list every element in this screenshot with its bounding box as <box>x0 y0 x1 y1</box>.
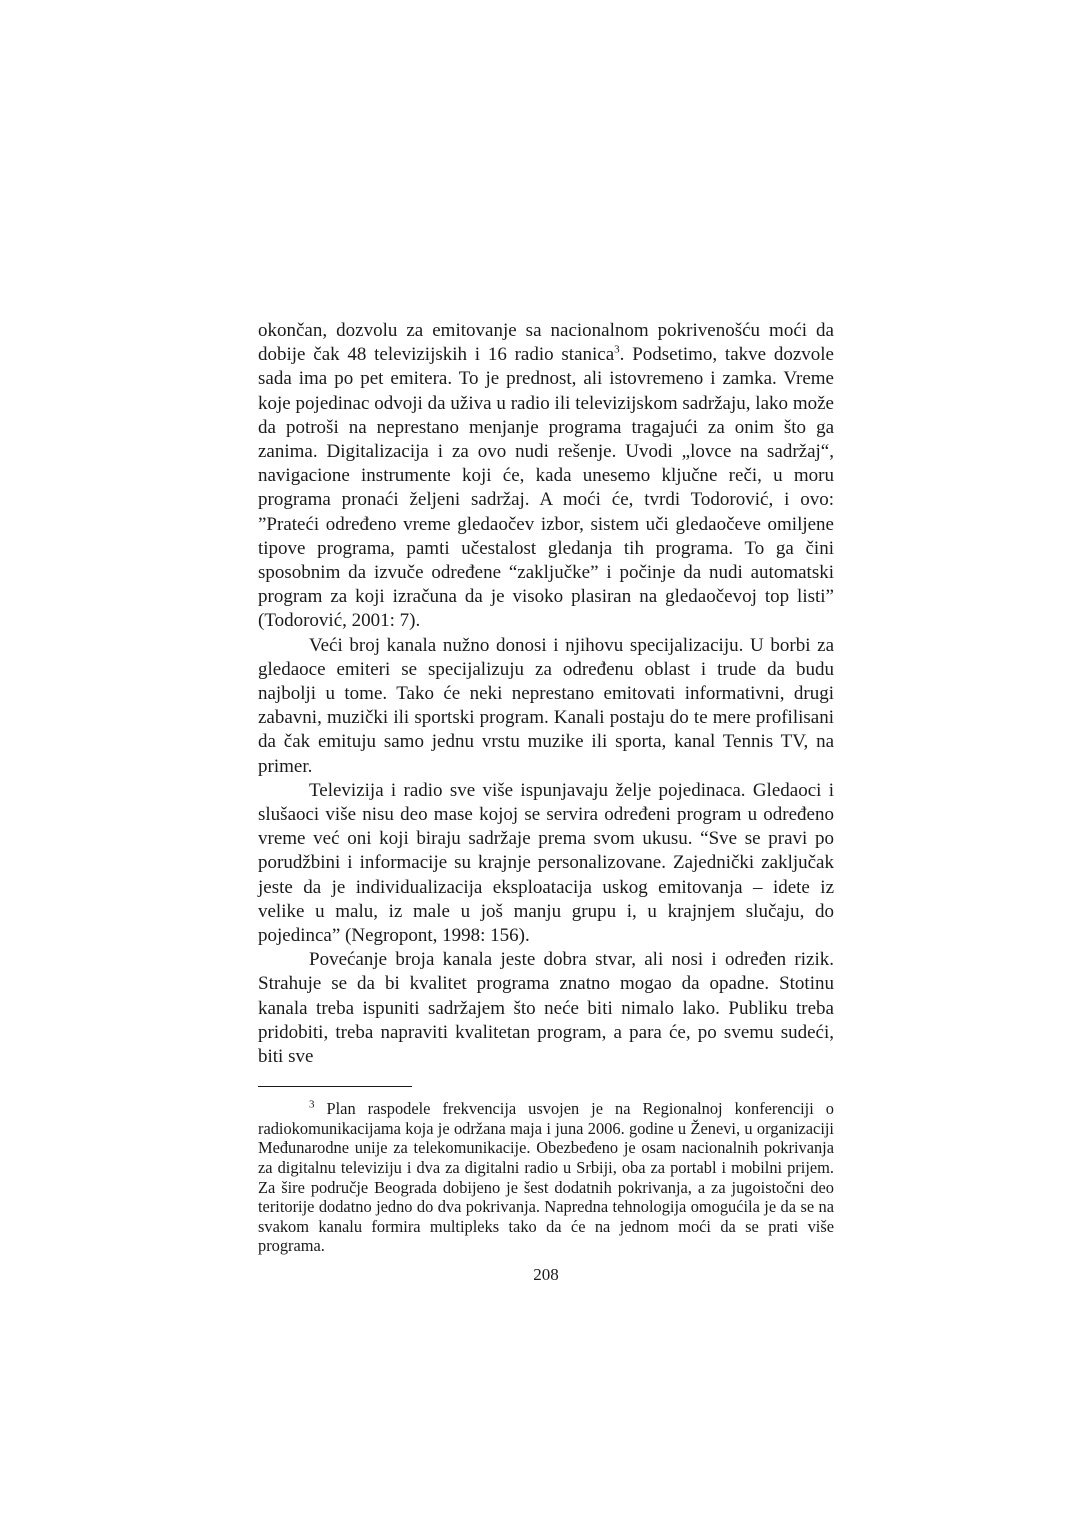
paragraph-3: Televizija i radio sve više ispunjavaju želje pojedinaca. Gledaoci i slušaoci više nisu deo mase kojoj se servira određeni program u određeno vreme već oni koji biraju sadržaje prema svom ukusu. “Sve se pravi po porudžbini i informacije su krajnje personalizovane. Zajednički zaključak jeste da je individualizacija eksploatacija uskog emitovanja – idete iz velike u malu, iz male u još manju grupu i, u krajnjem slučaju, do pojedinca” (Negropont, 1998: 156). <box>258 779 834 947</box>
footnote <box>258 1099 834 1256</box>
footnote-text: Plan raspodele frekvencija usvojen je na Regionalnoj konferenciji o radiokomunikacijama koja je održana maja i juna 2006. godine u Ženevi, u organizaciji Međunarodne unije za telekomunikacije. Obezbeđeno je osam nacionalnih pokrivanja za digitalnu televiziju i dva za digitalni radio u Srbiji, oba za portabl i mobilni prijem. Za šire područje Beograda dobijeno je šest dodatnih pokrivanja, a za jugoistočni deo teritorije dodatno jedno do dva pokrivanja. Napredna tehnologija omogućila je da se na svakom kanalu formira multipleks tako da će na jednom moći da se prati više programa. <box>258 1099 834 1256</box>
footnote-marker: 3 <box>309 1098 315 1111</box>
paragraph-1-start: okončan, dozvolu za emitovanje sa nacionalnom pokrivenošću moći da dobije čak 48 televizijskih i 16 radio stanica <box>258 320 834 366</box>
footnote-reference[interactable]: 3 <box>614 343 620 356</box>
paragraph-2: Veći broj kanala nužno donosi i njihovu specijalizaciju. U borbi za gledaoce emiteri se specijalizuju za određenu oblast i trude da budu najbolji u tome. Tako će neki neprestano emitovati informativni, drugi zabavni, muzički ili sportski program. Kanali postaju do te mere profilisani da čak emituju samo jednu vrstu muzike ili sporta, kanal Tennis TV, na primer. <box>258 634 834 777</box>
paragraph-1 <box>258 319 834 634</box>
page-content <box>258 319 834 1285</box>
footnote-separator <box>258 1086 412 1087</box>
paragraph-1-rest: . Podsetimo, takve dozvole sada ima po pet emitera. To je prednost, ali istovremeno i zamka. Vreme koje pojedinac odvoji da uživa u radio ili televizijskom sadržaju, lako može da potroši na neprestano menjanje programa tragajući za onim što ga zanima. Digitalizacija i za ovo nudi rešenje. Uvodi „lovce na sadržaj“, navigacione instrumente koji će, kada unesemo ključne reči, u moru programa pronaći željeni sadržaj. A moći će, tvrdi Todorović, i ovo: ”Prateći određeno vreme gledaočev izbor, sistem uči gledaočeve omiljene tipove programa, pamti učestalost gledanja tih programa. To ga čini sposobnim da izvuče određene “zaključke” i počinje da nudi automatski program za koji izračuna da je visoko plasiran na gledaočevoj top listi” (Todorović, 2001: 7). <box>258 344 834 632</box>
paragraph-4: Povećanje broja kanala jeste dobra stvar, ali nosi i određen rizik. Strahuje se da bi kvalitet programa znatno mogao da opadne. Stotinu kanala treba ispuniti sadržajem što neće biti nimalo lako. Publiku treba pridobiti, treba napraviti kvalitetan program, a para će, po svemu sudeći, biti sve <box>258 949 834 1068</box>
page-number: 208 <box>533 1265 559 1285</box>
